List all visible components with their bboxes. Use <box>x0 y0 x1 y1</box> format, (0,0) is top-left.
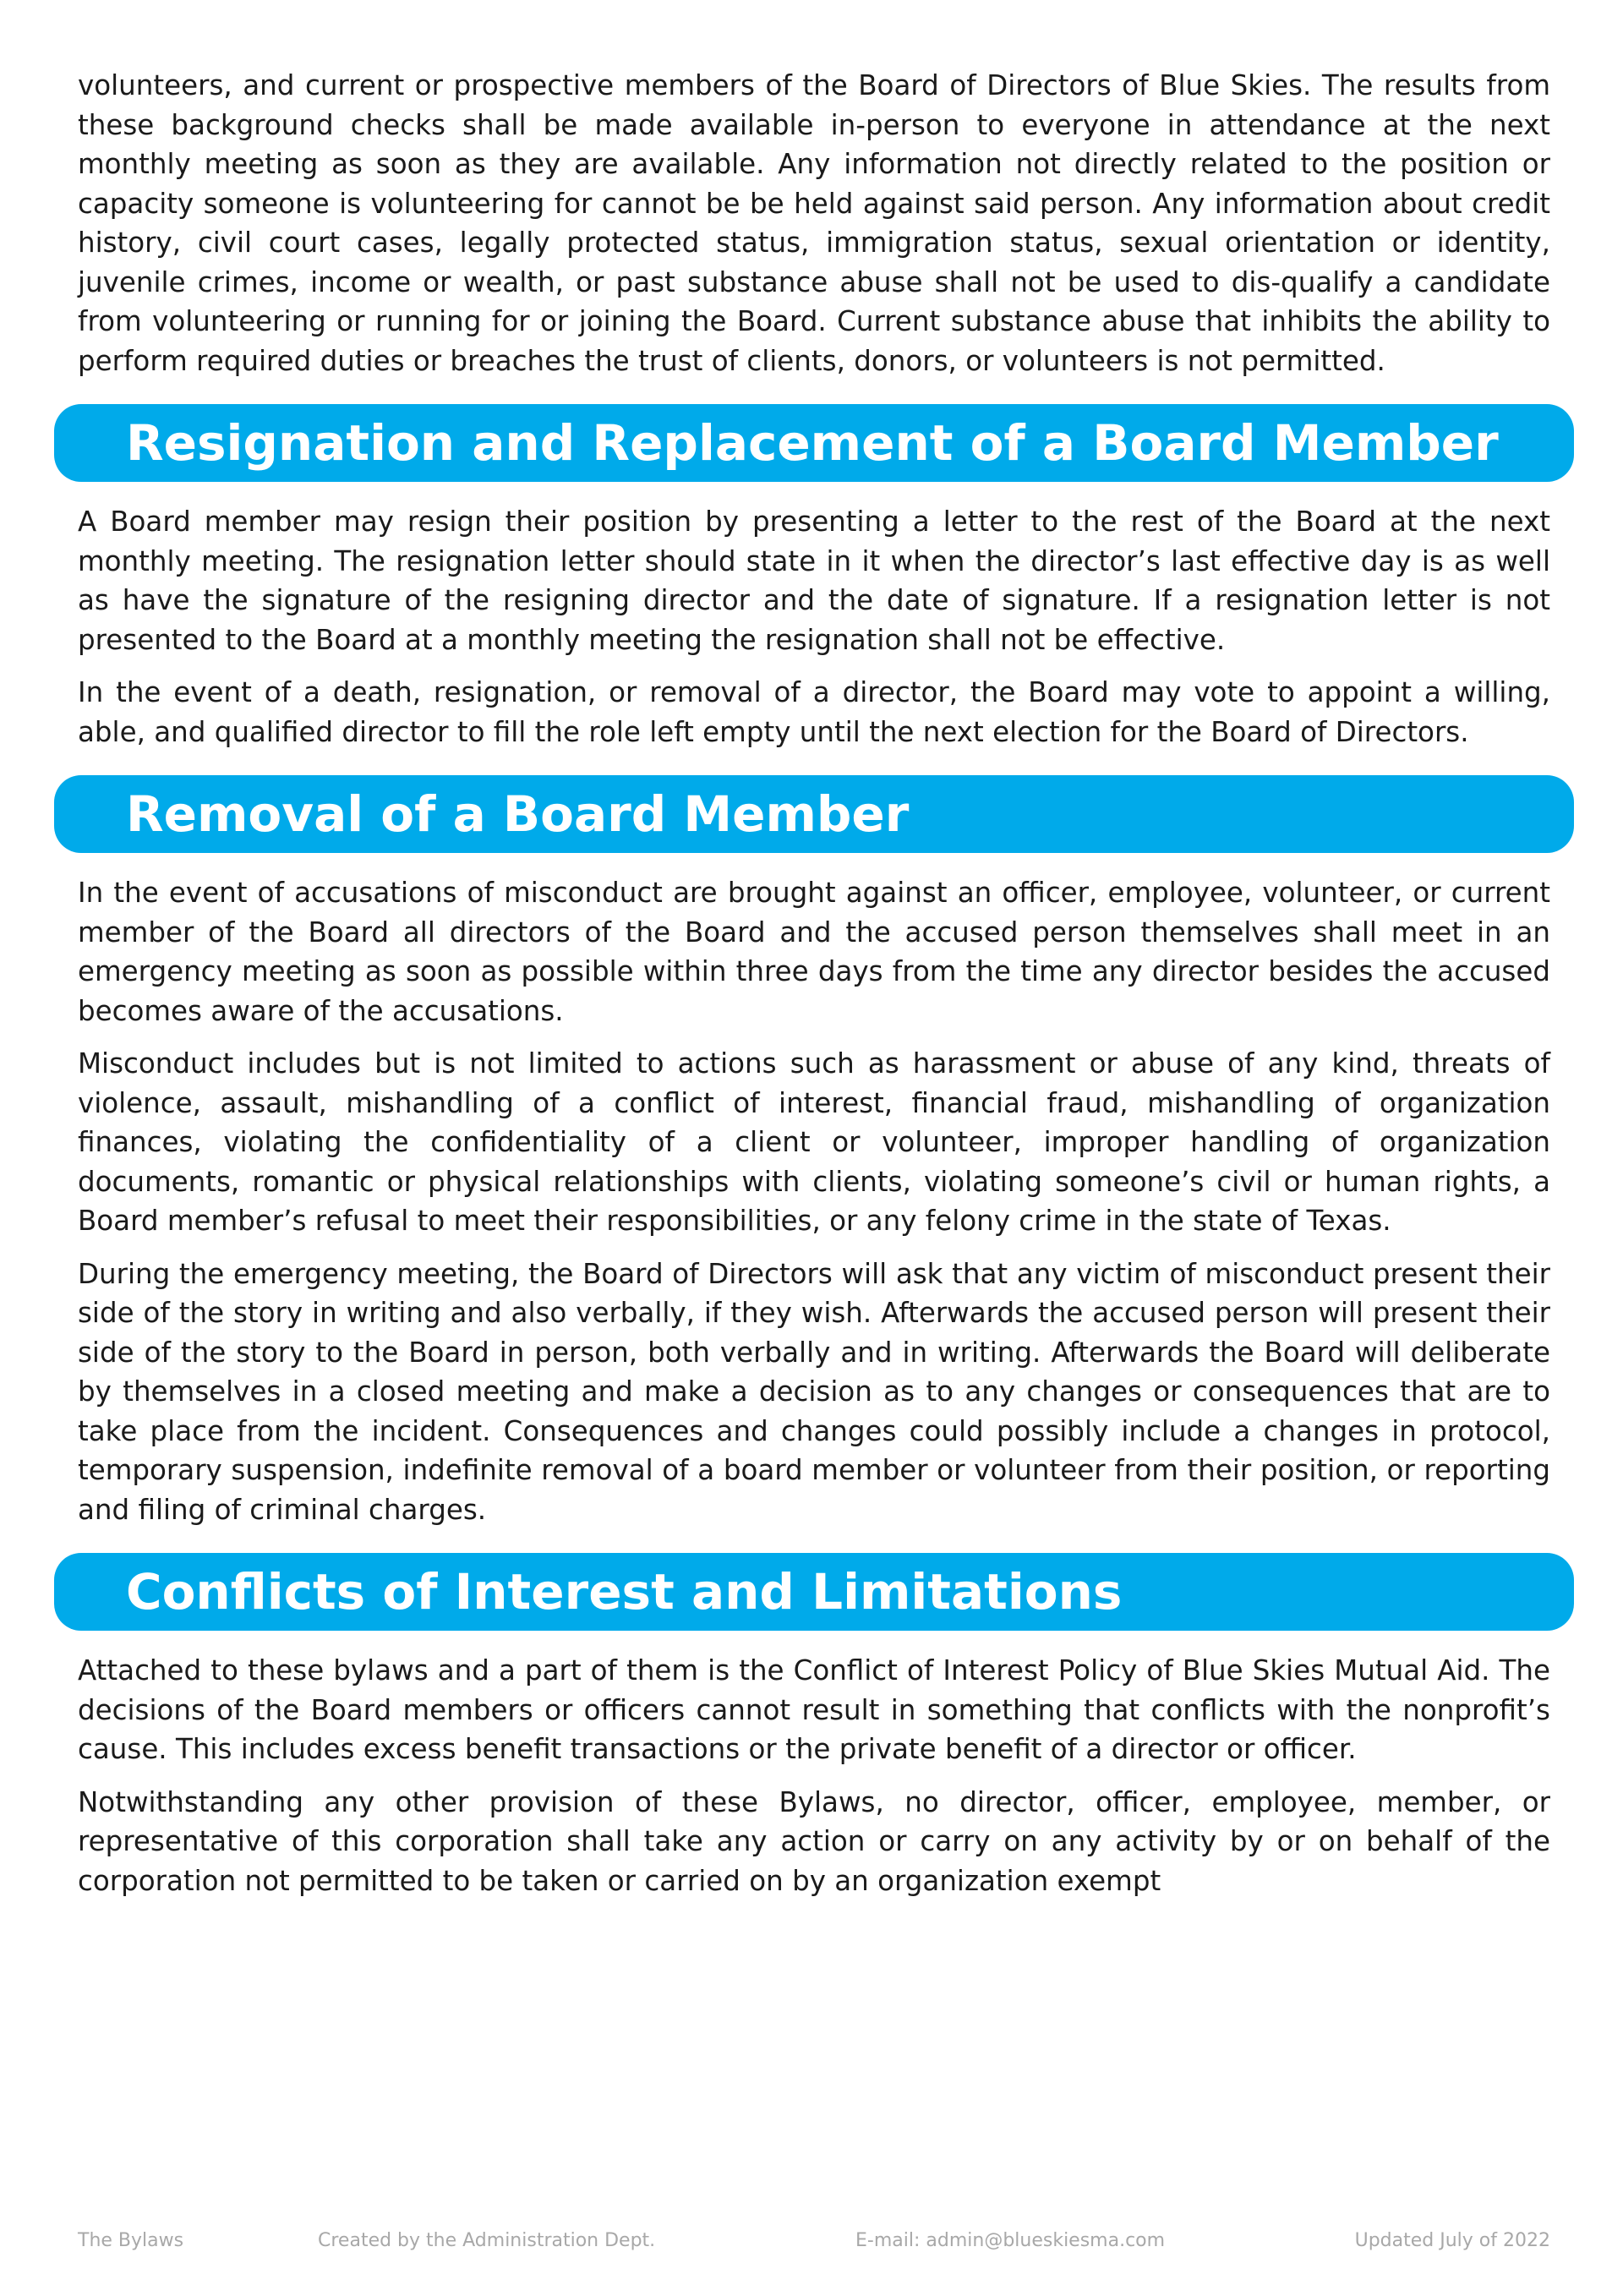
section-paragraph: During the emergency meeting, the Board of Directors will ask that any victim of misconduct present their side of the story in writing and also verbally, if they wish. Afterwards the accused person will present their side of the story to the Board in person, both verbally and in writing. Afterwards the Board will deliberate by themselves in a closed meeting and make a decision as to any changes or consequences that are to take place from the incident. Consequences and changes could possibly include a changes in protocol, temporary suspension, indefinite removal of a board member or volunteer from their position, or reporting and filing of criminal charges. <box>78 1257 1550 1526</box>
section-title: Removal of a Board Member <box>126 785 910 843</box>
section-conflicts <box>78 1553 1550 1900</box>
section-heading-bar <box>54 1553 1574 1631</box>
footer-created-by: Created by the Administration Dept. <box>318 2230 656 2251</box>
section-resignation <box>78 404 1550 752</box>
section-heading-bar <box>54 775 1574 853</box>
footer-doc-name: The Bylaws <box>78 2230 184 2251</box>
section-paragraph: Misconduct includes but is not limited to actions such as harassment or abuse of any kind, threats of violence, assault, mishandling of a conflict of interest, financial fraud, mishandling of organization finances, violating the confidentiality of a client or volunteer, improper handling of organization documents, romantic or physical relationships with clients, violating someone’s civil or human rights, a Board member’s refusal to meet their responsibilities, or any felony crime in the state of Texas. <box>78 1047 1550 1237</box>
section-removal <box>78 775 1550 1529</box>
section-paragraph: Notwithstanding any other provision of these Bylaws, no director, officer, employee, member, or representative of this corporation shall take any action or carry on any activity by or on behalf of the corporation not permitted to be taken or carried on by an organization exempt <box>78 1785 1550 1897</box>
section-heading-bar <box>54 404 1574 482</box>
page-footer <box>78 2230 1550 2255</box>
document-page <box>78 66 1550 1914</box>
section-title: Resignation and Replacement of a Board Member <box>126 414 1499 472</box>
section-paragraph: Attached to these bylaws and a part of them is the Conflict of Interest Policy of Blue Skies Mutual Aid. The decisions of the Board members or officers cannot result in something that conflicts with the nonprofit’s cause. This includes excess benefit transactions or the private benefit of a director or officer. <box>78 1654 1550 1765</box>
intro-paragraph: volunteers, and current or prospective members of the Board of Directors of Blue Skies. The results from these background checks shall be made available in-person to everyone in attendance at the next monthly meeting as soon as they are available. Any information not directly related to the position or capacity someone is volunteering for cannot be be held against said person. Any information about credit history, civil court cases, legally protected status, immigration status, sexual orientation or identity, juvenile crimes, income or wealth, or past substance abuse shall not be used to dis-qualify a candidate from volunteering or running for or joining the Board. Current substance abuse that inhibits the ability to perform required duties or breaches the trust of clients, donors, or volunteers is not permitted. <box>78 69 1550 377</box>
section-paragraph: A Board member may resign their position by presenting a letter to the rest of the Board at the next monthly meeting. The resignation letter should state in it when the director’s last effective day is as well as have the signature of the resigning director and the date of signature. If a resignation letter is not presented to the Board at a monthly meeting the resignation shall not be effective. <box>78 506 1550 656</box>
footer-email: E-mail: admin@blueskiesma.com <box>855 2230 1166 2251</box>
section-paragraph: In the event of a death, resignation, or removal of a director, the Board may vote to appoint a willing, able, and qualified director to fill the role left empty until the next election for the Board of Directors. <box>78 676 1550 748</box>
section-title: Conflicts of Interest and Limitations <box>126 1563 1123 1621</box>
footer-updated: Updated July of 2022 <box>1354 2230 1550 2251</box>
section-paragraph: In the event of accusations of misconduct are brought against an officer, employee, volunteer, or current member of the Board all directors of the Board and the accused person themselves shall meet in an emergency meeting as soon as possible within three days from the time any director besides the accused becomes aware of the accusations. <box>78 877 1550 1027</box>
